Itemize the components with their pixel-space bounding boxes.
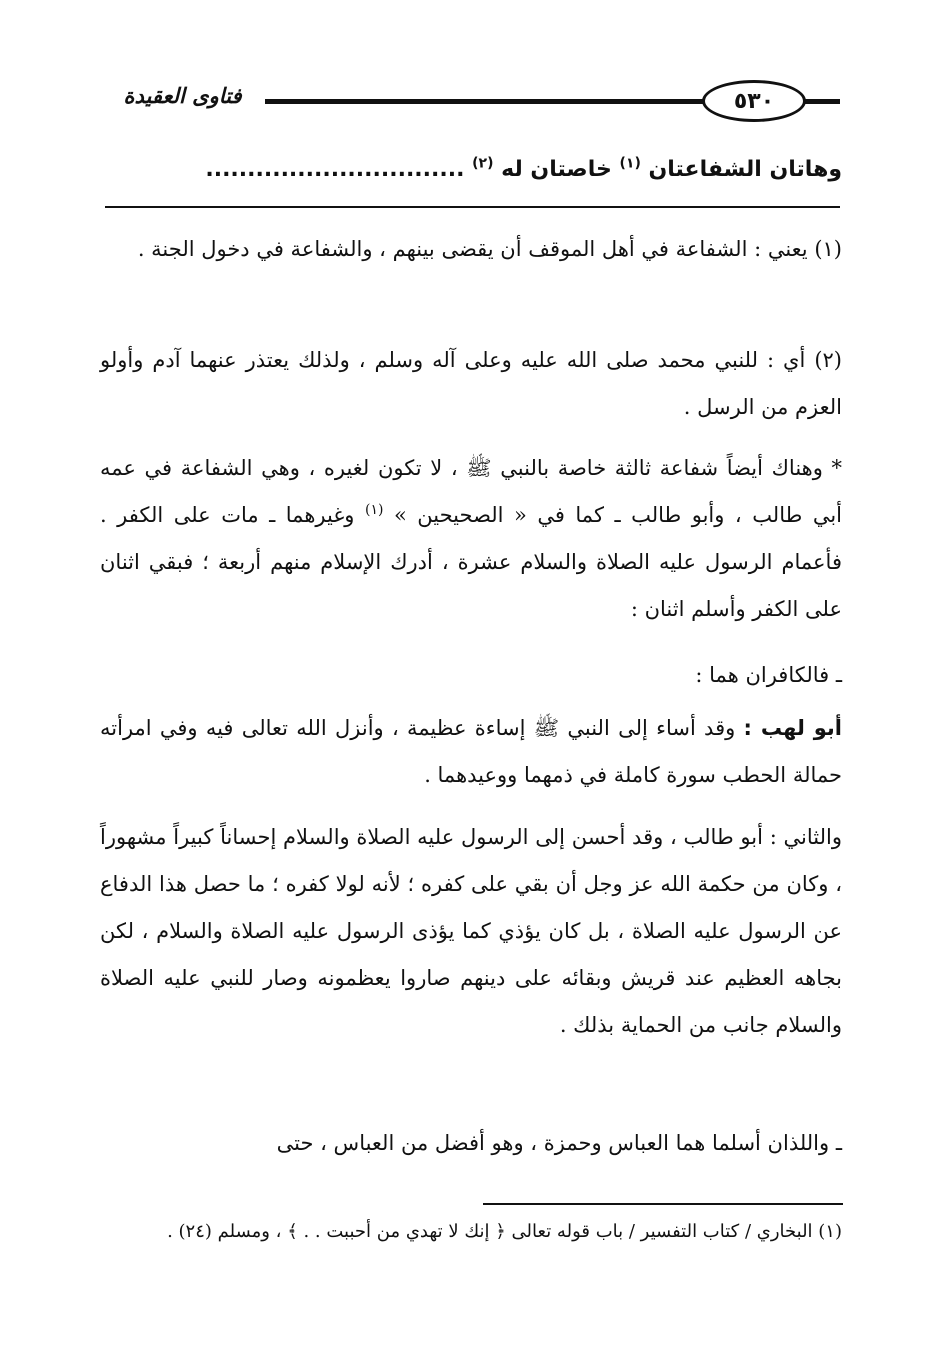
page-number: ٥٣٠: [702, 80, 806, 122]
paragraph-main-a: * وهناك أيضاً شفاعة ثالثة خاصة بالنبي ﷺ ، لا تكون لغيره ، وهي الشفاعة في عمه أبي طالب ، وأبو طالب ـ كما في « الصحيحين »: [100, 456, 843, 527]
paragraph-two-muslims: ـ واللذان أسلما هما العباس وحمزة ، وهو أفضل من العباس ، حتى: [276, 1131, 842, 1155]
heading-text-a: وهاتان الشفاعتان: [648, 157, 842, 182]
heading-text-b: خاصتان له: [501, 157, 612, 182]
notes-separator: [105, 206, 840, 208]
abu-lahab-text: وقد أساء إلى النبي ﷺ إساءة عظيمة ، وأنزل الله تعالى فيه وفي امرأته حمالة الحطب سورة كاملة في ذمهما ووعيدهما .: [100, 716, 842, 787]
paragraph-abu-talib: والثاني : أبو طالب ، وقد أحسن إلى الرسول عليه الصلاة والسلام إحساناً كبيراً مشهوراً ، وكان من حكمة الله عز وجل أن بقي على كفره ؛ لأنه لولا كفره ؛ ما حصل هذا الدفاع عن الرسول عليه الصلاة ، بل كان يؤذي كما يؤذى الرسول عليه الصلاة والسلام ، لكن بجاهه العظيم عند قريش وبقائه على دينهم صاروا يعظمونه وصار للنبي عليه الصلاة والسلام جانب من الحماية بذلك .: [100, 825, 842, 1037]
paragraph-third-intercession: [100, 445, 842, 633]
footnote: (١) البخاري / كتاب التفسير / باب قوله تعالى ﴿ إنك لا تهدي من أحببت . . ﴾ ، ومسلم (٢٤) .: [167, 1221, 842, 1242]
footnote-ref-1: (١): [619, 155, 641, 172]
abu-lahab-name: أبو لهب :: [743, 716, 842, 740]
footnote-separator: [483, 1203, 843, 1205]
header-rule-left: [265, 99, 705, 104]
footnote-ref-main: (١): [364, 502, 384, 518]
heading-dots: ...............................: [205, 157, 465, 182]
footnote-ref-2: (٢): [472, 155, 494, 172]
note-1: (١) يعني : الشفاعة في أهل الموقف أن يقضى بينهم ، والشفاعة في دخول الجنة .: [137, 237, 842, 261]
running-book-title: فتاوى العقيدة: [123, 84, 242, 108]
paragraph-abu-lahab: [100, 705, 842, 799]
paragraph-two-unbelievers: ـ فالكافران هما :: [695, 663, 842, 687]
paragraph-main-b: وغيرهما ـ مات على الكفر . فأعمام الرسول عليه الصلاة والسلام عشرة ، أدرك الإسلام منهم أربعة ؛ فبقي اثنان على الكفر وأسلم اثنان :: [100, 503, 842, 621]
section-heading: [100, 145, 842, 195]
header-rule-right: [805, 99, 840, 104]
note-2: (٢) أي : للنبي محمد صلى الله عليه وعلى آله وسلم ، ولذلك يعتذر عنهما آدم وأولو العزم من الرسل .: [100, 348, 842, 419]
